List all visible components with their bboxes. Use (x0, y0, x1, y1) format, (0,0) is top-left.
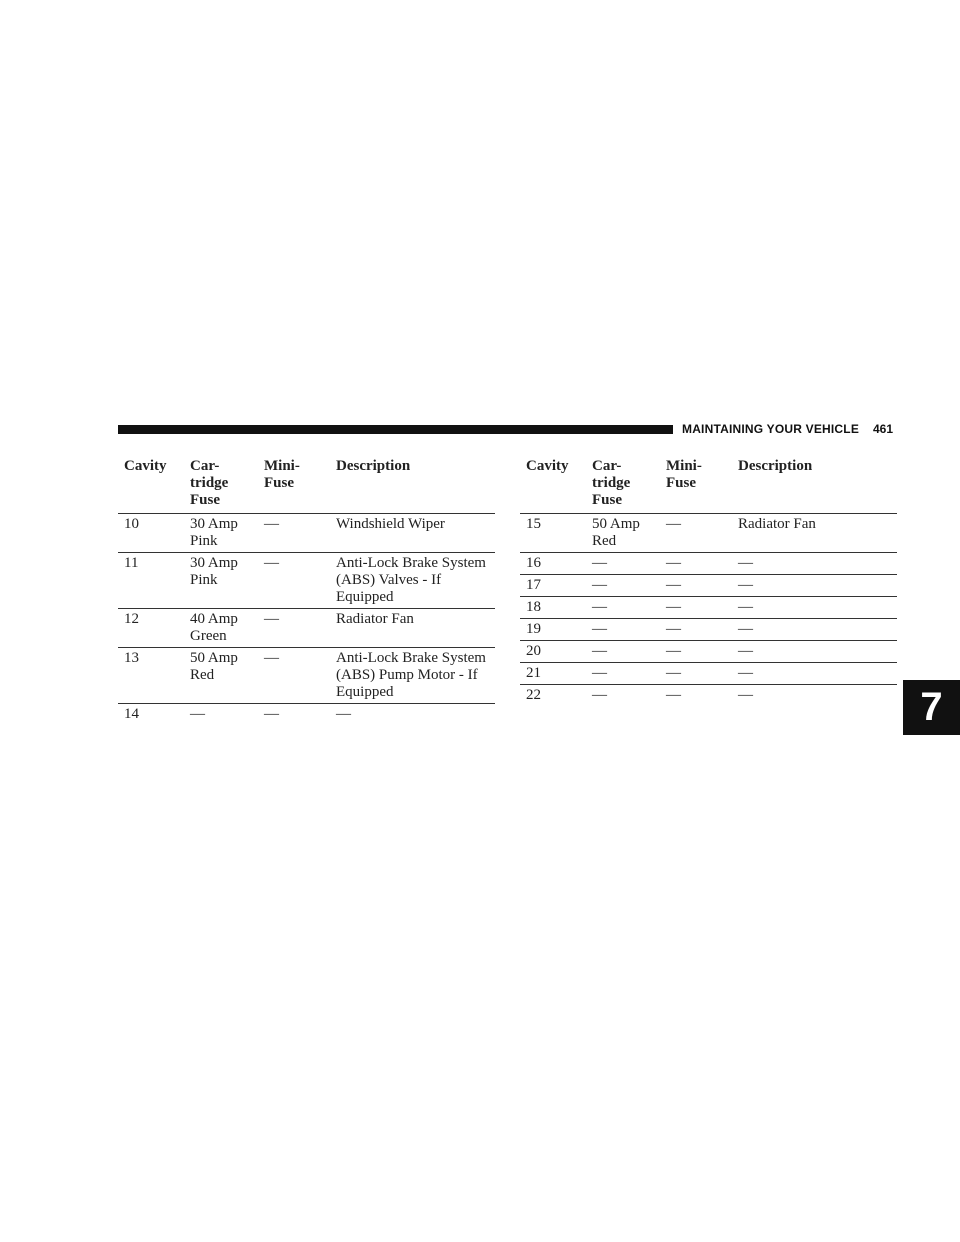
cartridge-fuse-cell: — (586, 641, 660, 663)
cartridge-fuse-cell: — (586, 663, 660, 685)
mini-fuse-cell: — (660, 553, 732, 575)
description-cell: — (732, 575, 897, 597)
mini-fuse-cell: — (660, 575, 732, 597)
column-header-cartridge-fuse: Car- tridge Fuse (190, 458, 229, 508)
table-row (520, 597, 897, 619)
mini-fuse-cell: — (660, 663, 732, 685)
description-cell: Anti-Lock Brake System (ABS) Pump Motor - If Equipped (330, 648, 495, 704)
description-cell: — (732, 663, 897, 685)
description-cell: — (732, 597, 897, 619)
table-row (520, 663, 897, 685)
mini-fuse-cell: — (660, 514, 732, 553)
table-row (520, 575, 897, 597)
cavity-cell: 22 (520, 685, 586, 707)
page-number: 461 (873, 422, 894, 436)
cavity-cell: 10 (118, 514, 184, 553)
description-cell: — (732, 641, 897, 663)
cavity-cell: 17 (520, 575, 586, 597)
mini-fuse-cell: — (660, 619, 732, 641)
mini-fuse-cell: — (660, 685, 732, 707)
table-row (118, 648, 495, 704)
fuse-table-left (118, 458, 495, 725)
table-row (520, 641, 897, 663)
description-cell: — (732, 619, 897, 641)
cartridge-fuse-cell: — (586, 685, 660, 707)
mini-fuse-cell: — (660, 641, 732, 663)
header-rule (118, 425, 673, 434)
cartridge-fuse-cell: — (586, 575, 660, 597)
column-header-cavity: Cavity (124, 458, 167, 474)
cartridge-fuse-cell: — (586, 553, 660, 575)
mini-fuse-cell: — (258, 514, 330, 553)
description-cell: — (732, 685, 897, 707)
cartridge-fuse-cell: — (184, 704, 258, 726)
table-row (118, 553, 495, 609)
table-row (520, 685, 897, 707)
table-row (520, 514, 897, 553)
cavity-cell: 15 (520, 514, 586, 553)
cavity-cell: 13 (118, 648, 184, 704)
table-header-row (520, 458, 897, 514)
cavity-cell: 18 (520, 597, 586, 619)
column-header-mini-fuse: Mini- Fuse (666, 458, 702, 491)
cartridge-fuse-cell: 50 Amp Red (184, 648, 258, 704)
fuse-table-right (520, 458, 897, 706)
column-header-cavity: Cavity (526, 458, 569, 474)
table-row (118, 514, 495, 553)
cavity-cell: 11 (118, 553, 184, 609)
section-title: MAINTAINING YOUR VEHICLE (682, 422, 860, 436)
column-header-cartridge-fuse: Car- tridge Fuse (592, 458, 631, 508)
cavity-cell: 12 (118, 609, 184, 648)
cartridge-fuse-cell: — (586, 619, 660, 641)
cavity-cell: 20 (520, 641, 586, 663)
table-row (520, 553, 897, 575)
column-header-mini-fuse: Mini- Fuse (264, 458, 300, 491)
cartridge-fuse-cell: 30 Amp Pink (184, 514, 258, 553)
mini-fuse-cell: — (258, 609, 330, 648)
cartridge-fuse-cell: 40 Amp Green (184, 609, 258, 648)
description-cell: — (330, 704, 495, 726)
mini-fuse-cell: — (660, 597, 732, 619)
table-header-row (118, 458, 495, 514)
column-header-description: Description (738, 458, 813, 474)
description-cell: Anti-Lock Brake System (ABS) Valves - If Equipped (330, 553, 495, 609)
cartridge-fuse-cell: — (586, 597, 660, 619)
column-header-description: Description (336, 458, 411, 474)
mini-fuse-cell: — (258, 648, 330, 704)
cavity-cell: 19 (520, 619, 586, 641)
chapter-tab: 7 (903, 680, 960, 735)
cavity-cell: 14 (118, 704, 184, 726)
table-row (118, 609, 495, 648)
mini-fuse-cell: — (258, 553, 330, 609)
description-cell: Radiator Fan (732, 514, 897, 553)
table-row (118, 704, 495, 726)
table-row (520, 619, 897, 641)
mini-fuse-cell: — (258, 704, 330, 726)
description-cell: Windshield Wiper (330, 514, 495, 553)
description-cell: — (732, 553, 897, 575)
cartridge-fuse-cell: 30 Amp Pink (184, 553, 258, 609)
cavity-cell: 16 (520, 553, 586, 575)
cavity-cell: 21 (520, 663, 586, 685)
description-cell: Radiator Fan (330, 609, 495, 648)
cartridge-fuse-cell: 50 Amp Red (586, 514, 660, 553)
